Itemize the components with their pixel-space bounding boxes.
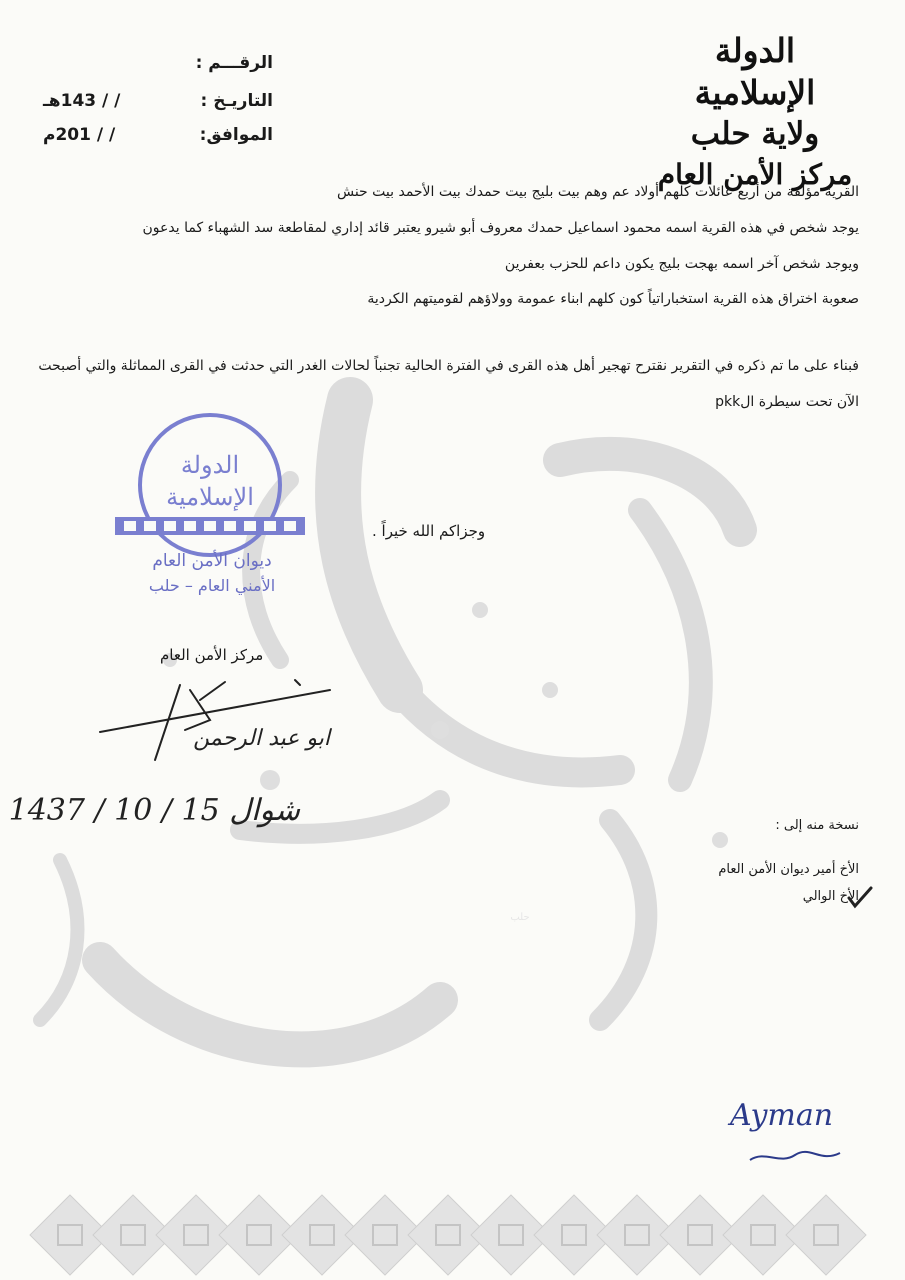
logo-line-province: ولاية حلب [690,116,820,152]
header-logo [655,30,855,196]
gregorian-label: الموافق: [199,125,273,145]
date-field [43,86,273,116]
date-value: / / 143هـ [43,91,121,111]
copy-recipient: الأخ أمير ديوان الأمن العام [718,862,859,877]
handwritten-name: ابو عبد الرحمن [193,726,330,751]
official-stamp [110,425,310,625]
number-field [43,48,273,78]
ayman-signature [720,1075,870,1185]
closing-phrase: وجزاكم الله خيراً . [372,522,486,540]
signoff-title: مركز الأمن العام [160,646,264,664]
stamp-line1: ديوان الأمن العام [152,551,272,571]
body-line: صعوبة اختراق هذه القرية استخباراتياً كون كلهم ابناء عمومة وولاؤهم لقوميتهم الكردية [367,291,859,307]
stamp-line2: الأمني العام – حلب [148,576,276,595]
body-line: الآن تحت سيطرة الpkk [715,394,859,410]
body-line: ويوجد شخص آخر اسمه بهجت بليج يكون داعم للحزب بعفرين [504,256,859,272]
copy-recipient: الأخ الوالي [802,889,859,904]
gregorian-value: / / 201م [43,125,116,145]
logo-line-center: مركز الأمن العام [657,158,853,191]
copy-to-label: نسخة منه إلى : [775,818,859,833]
body-line: القرية مؤلفة من أربع عائلات كلهم أولاد عم وهم بيت بليج بيت حمدك بيت الأحمد بيت حنش [336,184,859,200]
body-line: يوجد شخص في هذه القرية اسمه محمود اسماعيل حمدك معروف أبو شيرو يعتبر قائد إداري لمقاطعة سد الشهباء كما يدعون [142,220,859,236]
logo-line-state: الدولة الإسلامية [694,31,816,112]
footer-pattern [28,1190,878,1280]
ayman-signature-text: Ayman [730,1098,834,1133]
watermark-text: حلب [510,912,530,923]
gregorian-field [43,120,273,150]
checkmark-icon [845,882,875,912]
number-label: الرقـــم : [195,53,273,73]
handwritten-signature [8,660,360,840]
body-line: فبناء على ما تم ذكره في التقرير نقترح تهجير أهل هذه القرى في الفترة الحالية تجنباً لحالات الغدر التي حدثت في القرى المماثلة والتي أصبحت [38,358,859,374]
stamp-circle-line2: الإسلامية [166,483,254,511]
handwritten-date: 1437 / 10 / شوال 15 [8,793,300,828]
date-label: التاريـخ : [200,91,273,111]
stamp-circle-line1: الدولة [180,451,240,479]
